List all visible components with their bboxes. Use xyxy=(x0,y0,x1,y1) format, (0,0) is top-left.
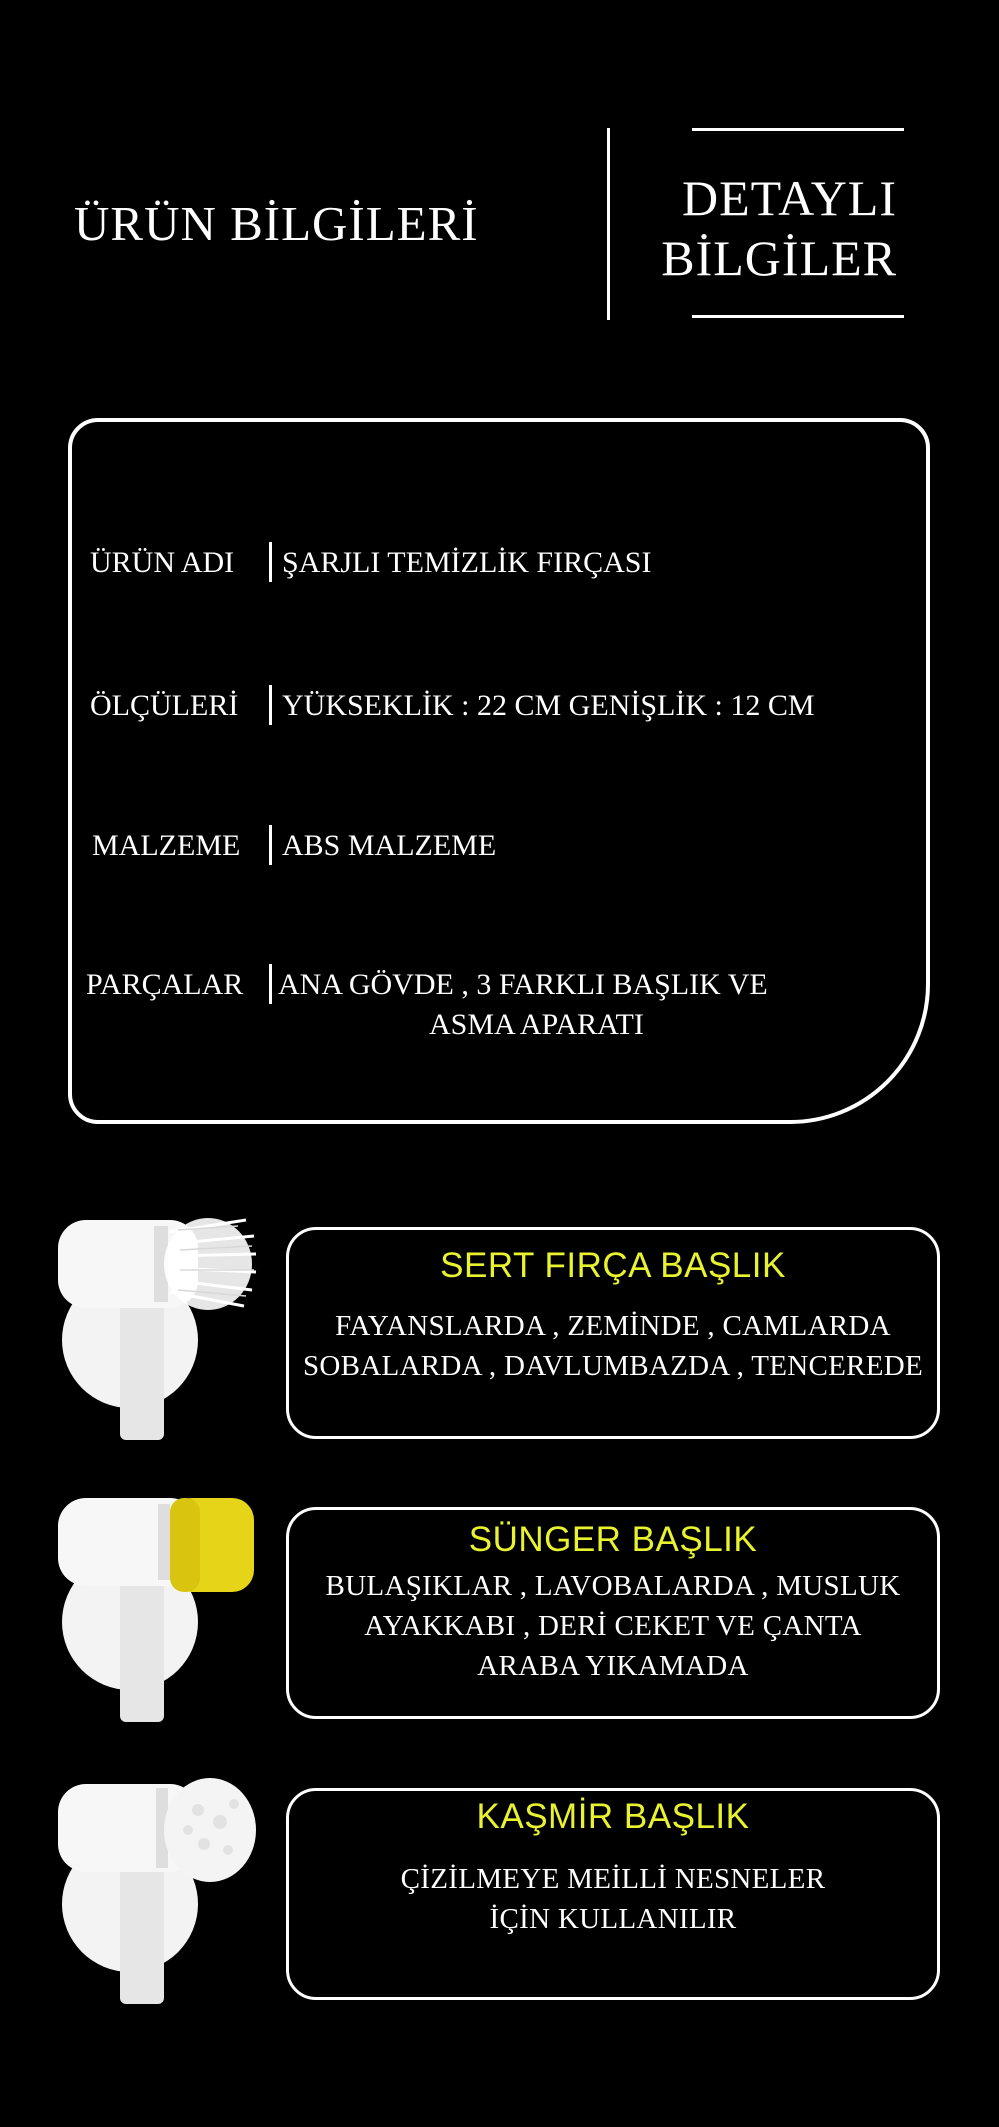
header-top-rule xyxy=(692,128,904,131)
feature-line: ARABA YIKAMADA xyxy=(477,1650,749,1682)
detailed-info-title-line1: DETAYLI xyxy=(681,170,897,226)
feature-box-bristle xyxy=(286,1227,940,1439)
header-divider xyxy=(607,128,610,320)
spec-separator xyxy=(269,542,272,582)
cashmere-head-icon xyxy=(58,1774,268,2004)
feature-line: BULAŞIKLAR , LAVOBALARDA , MUSLUK xyxy=(325,1570,901,1602)
product-info-title: ÜRÜN BİLGİLERİ xyxy=(74,196,479,251)
feature-box-cashmere xyxy=(286,1788,940,2000)
spec-value-continued: ASMA APARATI xyxy=(429,1008,644,1041)
feature-title: SÜNGER BAŞLIK xyxy=(468,1520,758,1559)
spec-label: ÖLÇÜLERİ xyxy=(90,689,239,722)
feature-line: AYAKKABI , DERİ CEKET VE ÇANTA xyxy=(364,1610,862,1642)
bristle-brush-head-icon xyxy=(58,1210,268,1440)
spec-label: ÜRÜN ADI xyxy=(90,546,235,579)
header-bottom-rule xyxy=(692,315,904,318)
feature-box-sponge xyxy=(286,1507,940,1719)
spec-separator xyxy=(269,685,272,725)
feature-line: ÇİZİLMEYE MEİLLİ NESNELER xyxy=(400,1863,826,1895)
spec-value: ŞARJLI TEMİZLİK FIRÇASI xyxy=(282,546,652,579)
spec-value: ANA GÖVDE , 3 FARKLI BAŞLIK VE xyxy=(278,968,768,1001)
spec-value: ABS MALZEME xyxy=(282,829,497,862)
spec-separator xyxy=(269,825,272,865)
spec-value: YÜKSEKLİK : 22 CM GENİŞLİK : 12 CM xyxy=(282,689,815,722)
spec-separator xyxy=(269,964,272,1004)
feature-line: FAYANSLARDA , ZEMİNDE , CAMLARDA xyxy=(335,1310,891,1342)
detailed-info-title-line2: BİLGİLER xyxy=(661,230,897,286)
sponge-head-icon xyxy=(58,1492,268,1722)
product-spec-box xyxy=(68,418,930,1124)
spec-label: MALZEME xyxy=(92,829,241,862)
feature-title: SERT FIRÇA BAŞLIK xyxy=(440,1246,786,1285)
feature-line: SOBALARDA , DAVLUMBAZDA , TENCEREDE xyxy=(302,1350,924,1382)
feature-line: İÇİN KULLANILIR xyxy=(489,1903,737,1935)
feature-title: KAŞMİR BAŞLIK xyxy=(476,1797,750,1836)
spec-label: PARÇALAR xyxy=(86,968,244,1001)
detailed-info-title xyxy=(640,168,940,288)
